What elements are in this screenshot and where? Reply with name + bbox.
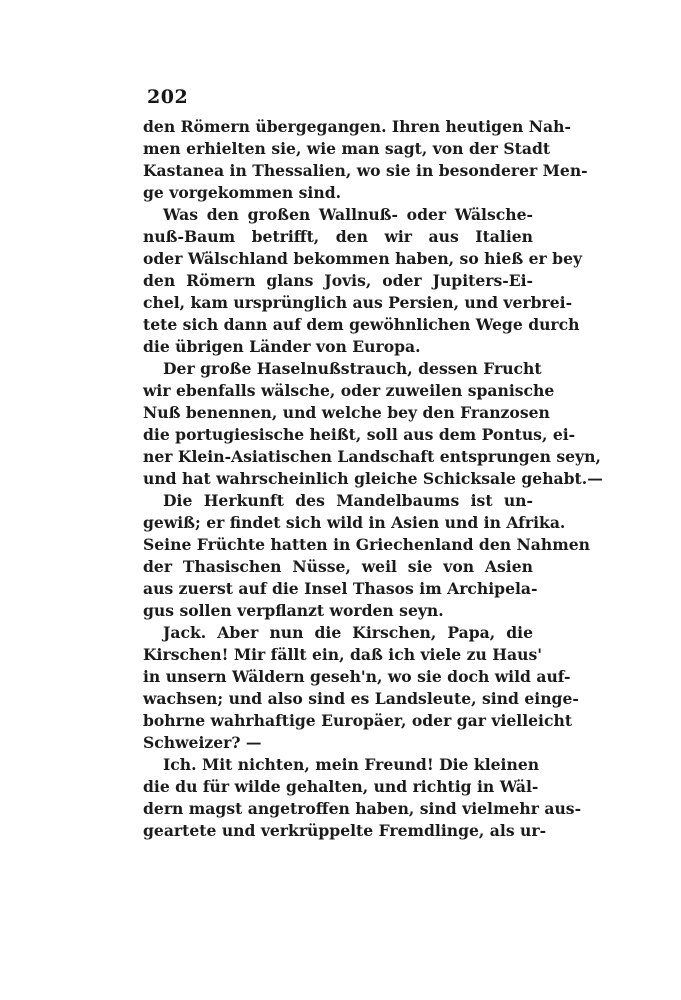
text-line: der Thasischen Nüsse, weil sie von Asien (143, 557, 533, 576)
text-line: bohrne wahrhaftige Europäer, oder gar vielleicht (143, 711, 573, 730)
text-line: geartete und verkrüppelte Fremdlinge, als ur- (143, 821, 547, 840)
text-line: Seine Früchte hatten in Griechenland den Nahmen (143, 535, 590, 554)
text-line: wachsen; und also sind es Landsleute, sind einge- (143, 689, 579, 708)
text-line: aus zuerst auf die Insel Thasos im Archipela- (143, 579, 538, 598)
text-line: und hat wahrscheinlich gleiche Schicksale gehabt.— (143, 469, 603, 488)
text-line: ge vorgekommen sind. (143, 183, 342, 202)
text-line: Was den großen Wallnuß- oder Wälsche- (163, 205, 533, 224)
text-line: den Römern glans Jovis, oder Jupiters-Ei- (143, 271, 533, 290)
page-number: 202 (147, 86, 189, 108)
text-line: oder Wälschland bekommen haben, so hieß er bey (143, 249, 583, 268)
text-line: Nuß benennen, und welche bey den Franzosen (143, 403, 550, 422)
text-line: gewiß; er findet sich wild in Asien und in Afrika. (143, 513, 566, 532)
text-line: Kirschen! Mir fällt ein, daß ich viele zu Haus' (143, 645, 542, 664)
text-line: wir ebenfalls wälsche, oder zuweilen spanische (143, 381, 555, 400)
text-line: chel, kam ursprünglich aus Persien, und verbrei- (143, 293, 573, 312)
text-line: men erhielten sie, wie man sagt, von der Stadt (143, 139, 551, 158)
text-line: ner Klein-Asiatischen Landschaft entsprungen seyn, (143, 447, 601, 466)
text-line: gus sollen verpflanzt worden seyn. (143, 601, 444, 620)
text-line: Der große Haselnußstrauch, dessen Frucht (163, 359, 542, 378)
text-line: nuß-Baum betrifft, den wir aus Italien (143, 227, 533, 246)
text-line: Ich. Mit nichten, mein Freund! Die kleinen (163, 755, 540, 774)
text-line: tete sich dann auf dem gewöhnlichen Wege durch (143, 315, 580, 334)
text-line: dern magst angetroffen haben, sind vielmehr aus- (143, 799, 582, 818)
text-line: die übrigen Länder von Europa. (143, 337, 421, 356)
text-line: Schweizer? — (143, 733, 262, 752)
text-line: Jack. Aber nun die Kirschen, Papa, die (163, 623, 533, 642)
text-line: die du für wilde gehalten, und richtig in Wäl- (143, 777, 539, 796)
text-line: den Römern übergegangen. Ihren heutigen Nah- (143, 117, 571, 136)
text-line: Die Herkunft des Mandelbaums ist un- (163, 491, 533, 510)
text-line: Kastanea in Thessalien, wo sie in besonderer Men- (143, 161, 588, 180)
text-line: in unsern Wäldern geseh'n, wo sie doch wild auf- (143, 667, 571, 686)
body-text (143, 116, 603, 842)
text-line: die portugiesische heißt, soll aus dem Pontus, ei- (143, 425, 576, 444)
